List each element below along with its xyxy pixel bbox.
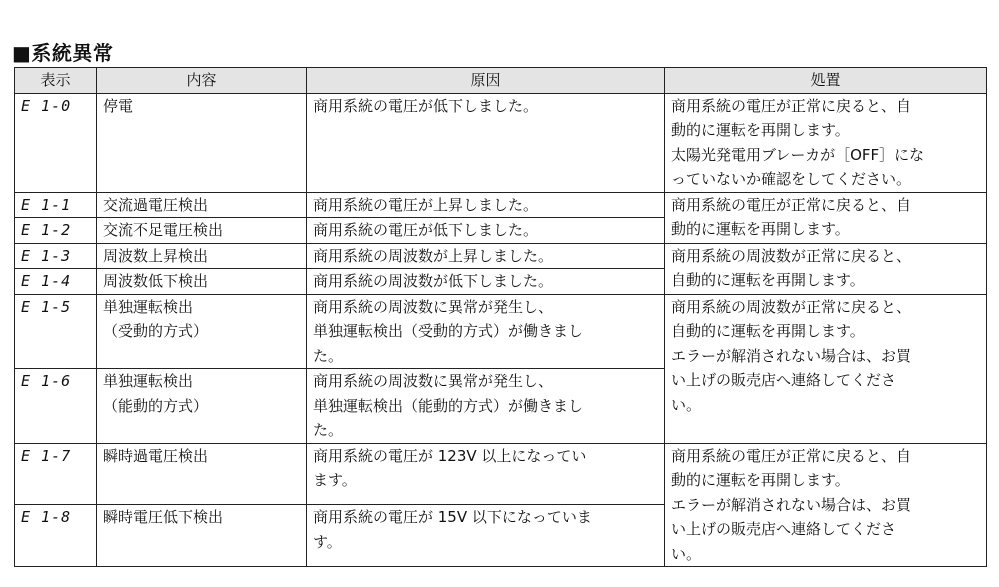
table-row xyxy=(15,443,987,505)
table-row xyxy=(15,93,987,192)
error-code: E 1-8 xyxy=(15,505,97,567)
error-code: E 1-5 xyxy=(15,294,97,369)
table-row xyxy=(15,192,987,218)
error-code: E 1-0 xyxy=(15,93,97,192)
error-content: 交流過電圧検出 xyxy=(97,192,307,218)
error-cause: 商用系統の電圧が上昇しました。 xyxy=(307,192,665,218)
header-content: 内容 xyxy=(97,68,307,94)
error-action: 商用系統の周波数が正常に戻ると、 自動的に運転を再開します。 エラーが解消されない場合は、お買 い上げの販売店へ連絡してくださ い。 xyxy=(665,294,987,443)
error-content: 単独運転検出 （受動的方式） xyxy=(97,294,307,369)
table-row xyxy=(15,243,987,269)
error-cause: 商用系統の電圧が 123V 以上になってい ます。 xyxy=(307,443,665,505)
error-cause: 商用系統の電圧が低下しました。 xyxy=(307,218,665,244)
error-action: 商用系統の電圧が正常に戻ると、自 動的に運転を再開します。 エラーが解消されない場合は、お買 い上げの販売店へ連絡してくださ い。 xyxy=(665,443,987,567)
header-cause: 原因 xyxy=(307,68,665,94)
error-cause: 商用系統の電圧が低下しました。 xyxy=(307,93,665,192)
header-display: 表示 xyxy=(15,68,97,94)
error-content: 単独運転検出 （能動的方式） xyxy=(97,369,307,444)
header-action: 処置 xyxy=(665,68,987,94)
error-code: E 1-7 xyxy=(15,443,97,505)
error-content: 周波数上昇検出 xyxy=(97,243,307,269)
error-code: E 1-1 xyxy=(15,192,97,218)
error-action: 商用系統の電圧が正常に戻ると、自 動的に運転を再開します。 xyxy=(665,192,987,243)
error-code: E 1-4 xyxy=(15,269,97,295)
error-action: 商用系統の電圧が正常に戻ると、自 動的に運転を再開します。 太陽光発電用ブレーカが［OFF］にな っていないか確認をしてください。 xyxy=(665,93,987,192)
error-code: E 1-2 xyxy=(15,218,97,244)
error-cause: 商用系統の周波数が低下しました。 xyxy=(307,269,665,295)
header-row xyxy=(15,68,987,94)
table-row xyxy=(15,294,987,369)
error-cause: 商用系統の周波数に異常が発生し、 単独運転検出（能動的方式）が働きまし た。 xyxy=(307,369,665,444)
error-cause: 商用系統の周波数が上昇しました。 xyxy=(307,243,665,269)
error-action: 商用系統の周波数が正常に戻ると、 自動的に運転を再開します。 xyxy=(665,243,987,294)
error-content: 周波数低下検出 xyxy=(97,269,307,295)
error-content: 瞬時電圧低下検出 xyxy=(97,505,307,567)
error-code: E 1-6 xyxy=(15,369,97,444)
section-heading: ■系統異常 xyxy=(12,41,114,65)
error-code: E 1-3 xyxy=(15,243,97,269)
error-table xyxy=(14,67,987,567)
error-cause: 商用系統の電圧が 15V 以下になっていま す。 xyxy=(307,505,665,567)
error-cause: 商用系統の周波数に異常が発生し、 単独運転検出（受動的方式）が働きまし た。 xyxy=(307,294,665,369)
error-content: 停電 xyxy=(97,93,307,192)
error-content: 交流不足電圧検出 xyxy=(97,218,307,244)
error-content: 瞬時過電圧検出 xyxy=(97,443,307,505)
